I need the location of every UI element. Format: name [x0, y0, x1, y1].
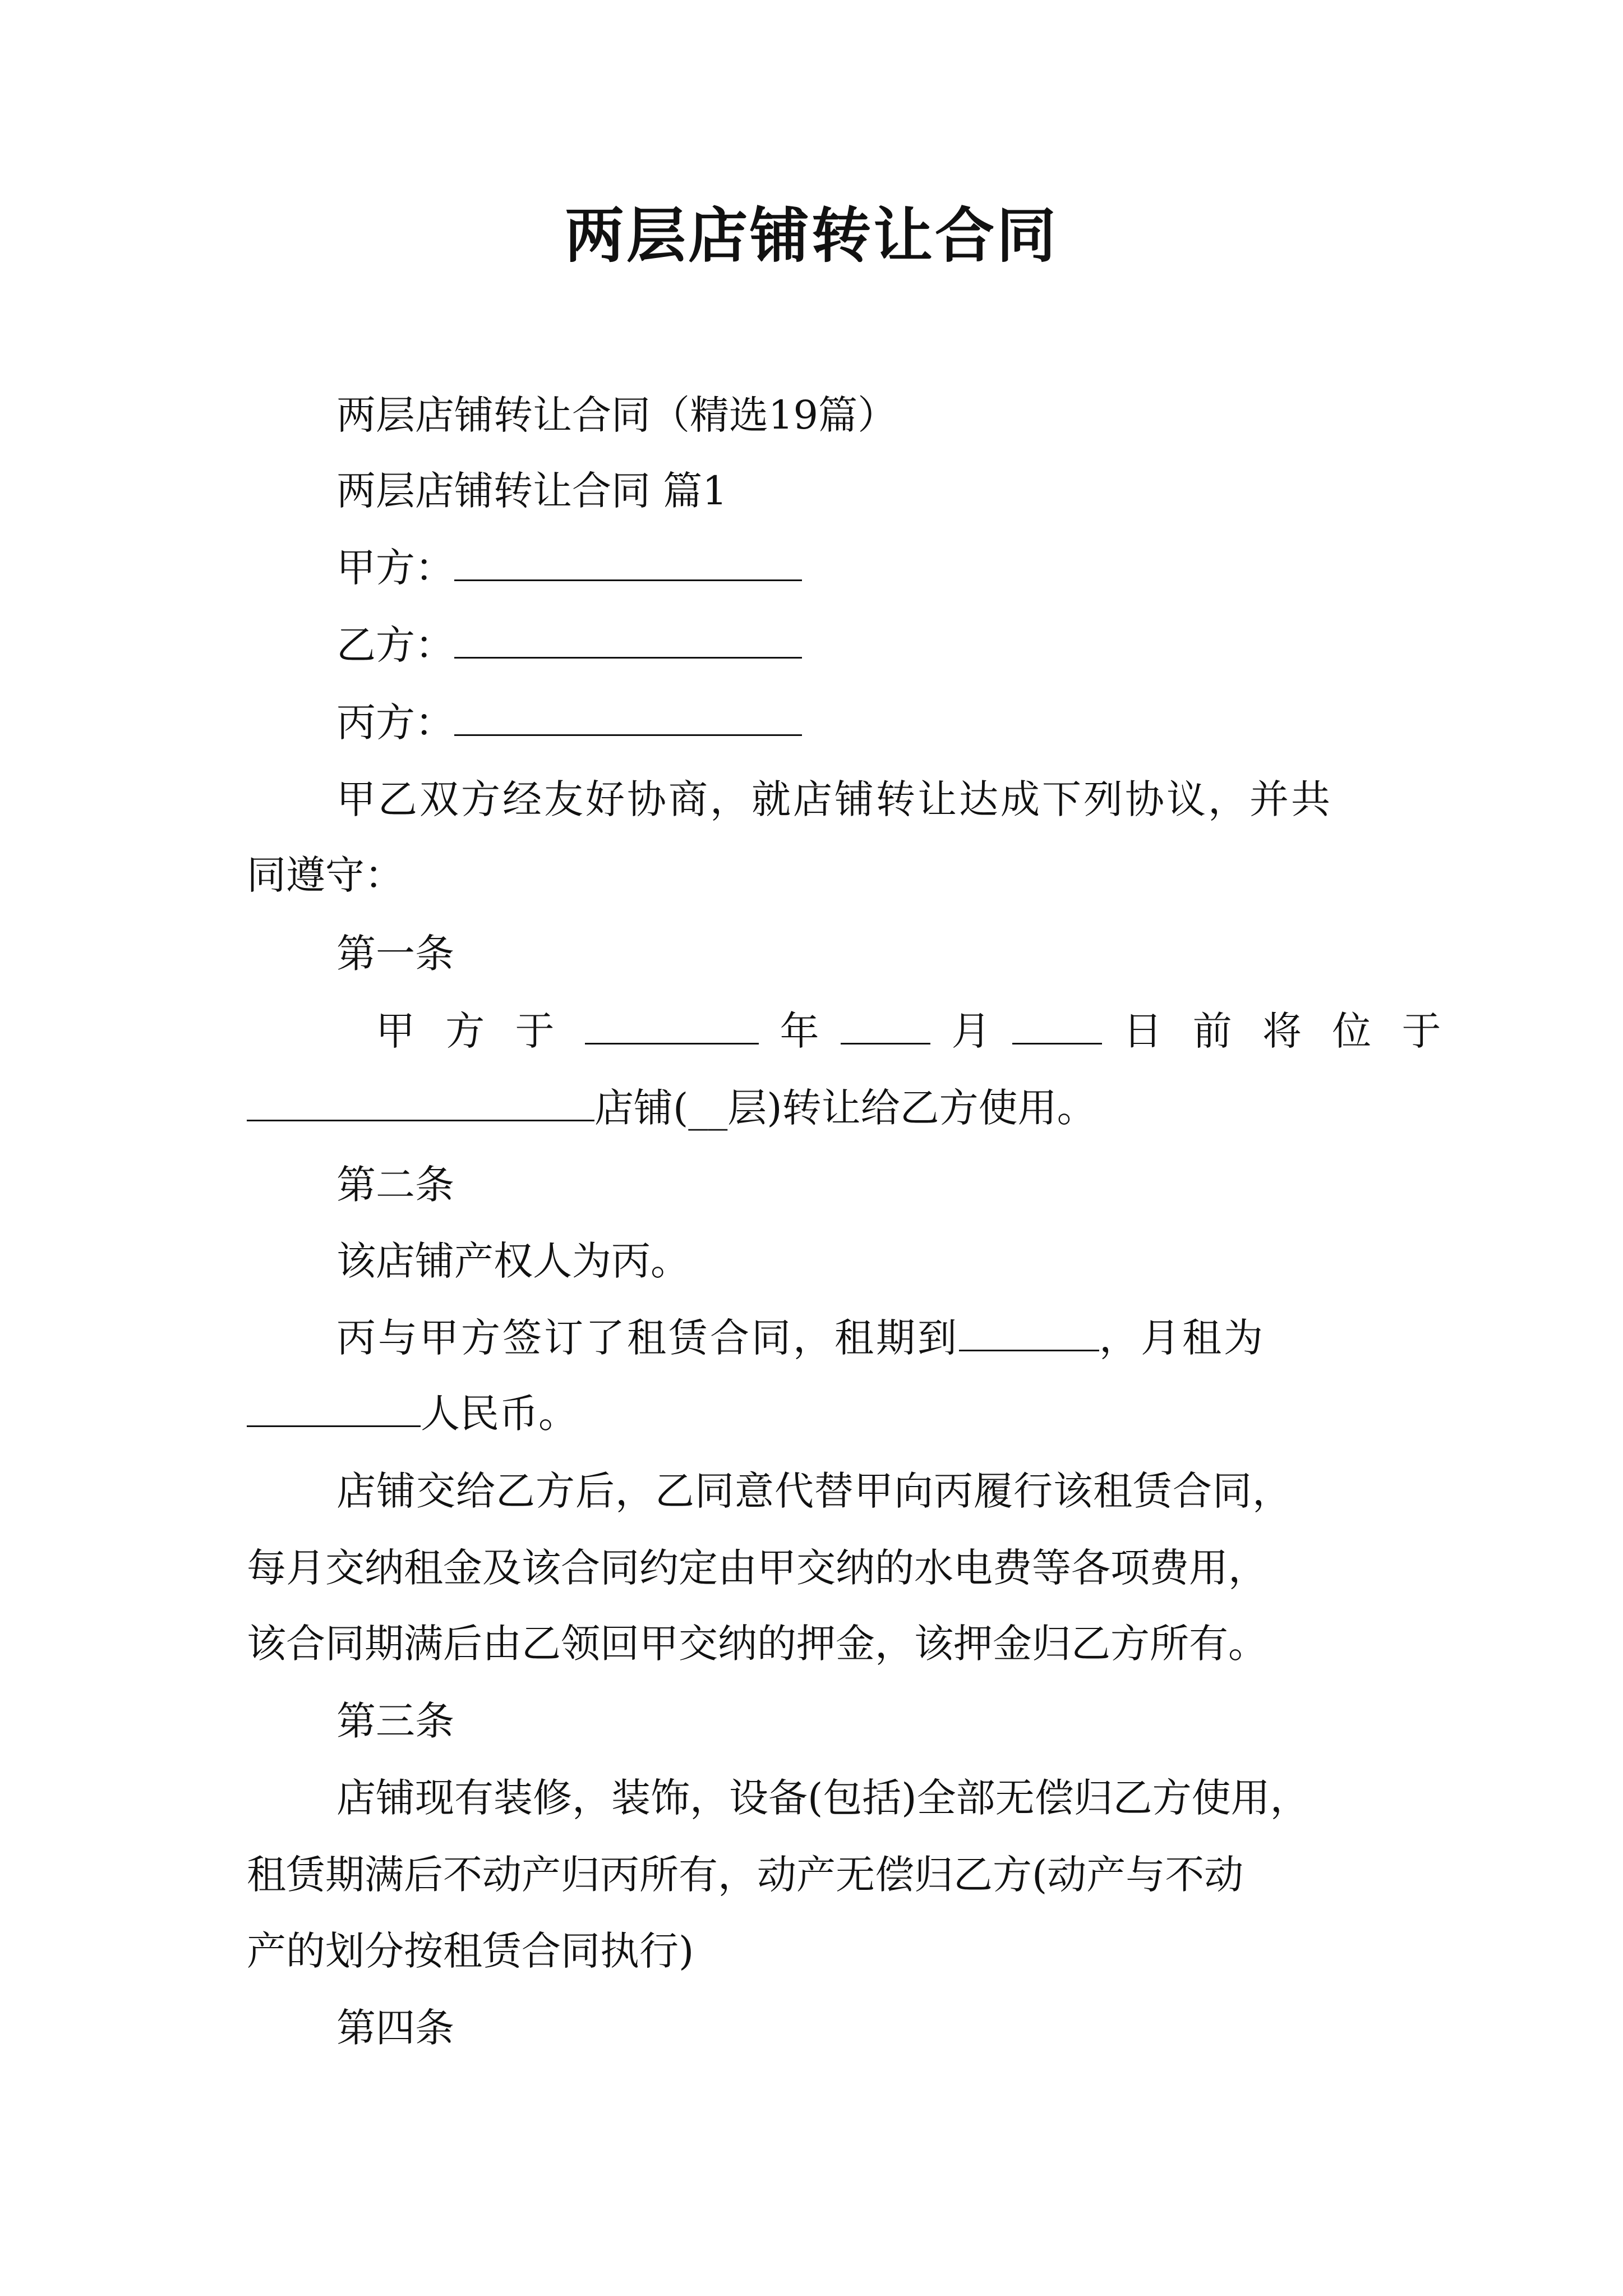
article-2-heading: 第二条 — [336, 1162, 454, 1208]
article-1-text-e: 店铺(__层)转让给乙方使用。 — [594, 1085, 1096, 1131]
article-2-paragraph-3-line-3: 该合同期满后由乙领回甲交纳的押金，该押金归乙方所有。 — [247, 1621, 1267, 1667]
day-blank[interactable] — [1012, 1011, 1102, 1045]
article-1-heading: 第一条 — [336, 931, 454, 977]
section-heading: 两层店铺转让合同 篇1 — [336, 468, 727, 514]
monthly-rent-blank[interactable] — [247, 1394, 421, 1427]
lease-end-blank[interactable] — [959, 1318, 1099, 1351]
article-2-paragraph-3-line-1: 店铺交给乙方后，乙同意代替甲向丙履行该租赁合同， — [336, 1468, 1292, 1514]
party-a-line — [336, 540, 802, 596]
party-b-blank[interactable] — [454, 625, 802, 659]
year-blank[interactable] — [585, 1011, 759, 1045]
article-3-heading: 第三条 — [336, 1698, 454, 1744]
article-2-paragraph-2-line-1 — [336, 1310, 1265, 1366]
party-a-blank[interactable] — [454, 548, 802, 581]
intro-line-2: 同遵守： — [247, 852, 404, 898]
month-blank[interactable] — [841, 1011, 930, 1045]
article-1-line-1 — [376, 1003, 1450, 1059]
article-2-text-a: 丙与甲方签订了租赁合同，租期到 — [336, 1315, 959, 1361]
article-3-line-3: 产的划分按租赁合同执行) — [247, 1928, 694, 1974]
document-title: 两层店铺转让合同 — [565, 200, 1058, 270]
article-2-paragraph-1: 该店铺产权人为丙。 — [336, 1238, 690, 1284]
article-2-text-c: 人民币。 — [421, 1391, 578, 1437]
party-b-label: 乙方： — [336, 622, 454, 668]
article-1-line-2 — [247, 1080, 1096, 1136]
article-2-text-b: ，月租为 — [1099, 1315, 1265, 1361]
party-a-label: 甲方： — [336, 545, 454, 591]
party-c-line — [336, 694, 802, 751]
article-3-line-2: 租赁期满后不动产归丙所有，动产无偿归乙方(动产与不动 — [247, 1852, 1244, 1898]
intro-line-1: 甲乙双方经友好协商，就店铺转让达成下列协议，并共 — [336, 776, 1332, 822]
article-1-text-c: 月 — [951, 1008, 991, 1054]
article-4-heading: 第四条 — [336, 2005, 454, 2051]
party-c-label: 丙方： — [336, 700, 454, 746]
party-c-blank[interactable] — [454, 703, 802, 736]
article-2-paragraph-3-line-2: 每月交纳租金及该合同约定由甲交纳的水电费等各项费用， — [247, 1545, 1267, 1591]
article-2-paragraph-2-line-2 — [247, 1386, 578, 1442]
article-1-text-d: 日 前 将 位 于 — [1123, 1008, 1450, 1054]
location-blank[interactable] — [247, 1088, 594, 1121]
article-3-line-1: 店铺现有装修，装饰，设备(包括)全部无偿归乙方使用， — [336, 1775, 1310, 1821]
article-1-text-b: 年 — [780, 1008, 819, 1054]
article-1-text-a: 甲 方 于 — [376, 1008, 564, 1054]
subtitle: 两层店铺转让合同（精选19篇） — [336, 392, 897, 438]
party-b-line — [336, 617, 802, 673]
